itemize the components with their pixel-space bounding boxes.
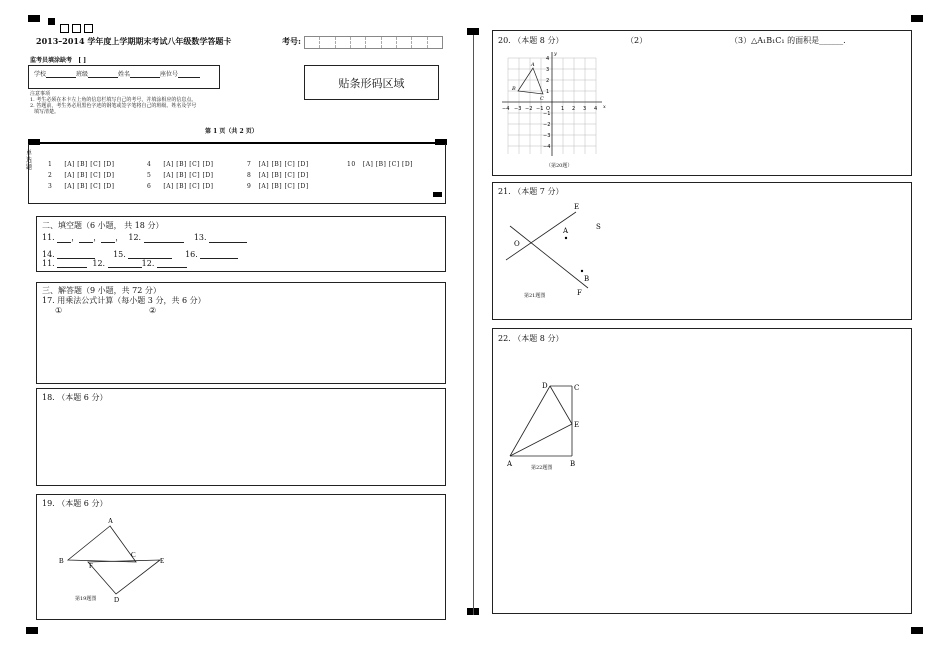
reg-squares [60, 18, 93, 37]
fill-in-title: 二、填空题（6 小题， 共 18 分） [42, 221, 164, 230]
q20-label-a: A [531, 62, 535, 68]
reg-mark-top-center [467, 28, 479, 35]
q20-ytick-3: 3 [546, 67, 550, 73]
q19-label-f: F [89, 562, 93, 570]
q20-ytick-neg3: −3 [543, 133, 551, 139]
q21-label-a: A [563, 227, 569, 235]
q20-label-c: C [540, 96, 544, 102]
q22-title: 22. （本题 8 分） [498, 334, 564, 343]
q22-label-c: C [574, 384, 580, 392]
notes-line-2: 2. 答题前，考生务必用黑色字迹的钢笔或签字笔将自己的班级、姓名及学号 [30, 103, 197, 109]
q20-xtick-2: 2 [572, 106, 576, 112]
q17-part-1: ① [55, 306, 63, 315]
q17-part-2: ② [149, 306, 157, 315]
mc-q1[interactable]: 1 [A] [B] [C] [D] [48, 161, 115, 168]
q20-ytick-neg1: −1 [543, 111, 551, 117]
mc-q3[interactable]: 3 [A] [B] [C] [D] [48, 183, 115, 190]
q19-label-c: C [131, 551, 136, 559]
student-info-fields[interactable]: 学校 班级 姓名 座位号 [34, 69, 200, 78]
q20-title: 20. （本题 8 分） [498, 36, 564, 45]
q19-label-d: D [114, 596, 120, 602]
mc-q2[interactable]: 2 [A] [B] [C] [D] [48, 172, 115, 179]
q22-caption: 第22题图 [531, 465, 553, 471]
mc-q10[interactable]: 10 [A] [B] [C] [D] [347, 161, 413, 168]
q19-figure [56, 512, 176, 602]
q20-part-2: （2） [626, 36, 648, 45]
page-title: 2013–2014 学年度上学期期末考试八年级数学答题卡 [36, 36, 232, 46]
q21-label-s: S [596, 223, 601, 231]
mc-side-label: 单 选 题 [26, 150, 33, 171]
mc-mark-small [433, 192, 442, 197]
reg-mark-bottom-left [26, 627, 38, 634]
q21-title: 21. （本题 7 分） [498, 187, 564, 196]
barcode-area [304, 65, 439, 100]
notes-title: 注意事项 [30, 91, 51, 97]
page-info: 第 1 页（共 2 页） [205, 128, 258, 135]
q20-axis-x: x [603, 104, 606, 110]
solve-title: 三、解答题（9 小题，共 72 分） [42, 286, 161, 295]
q20-label-b: B [512, 86, 516, 92]
q20-caption: （第20题） [546, 163, 573, 169]
notes-line-1: 1. 考生必须在本卡左上角的信息栏填写自己的考号，并填涂相应的信息点。 [30, 97, 197, 103]
q19-caption: 第19题图 [75, 596, 97, 602]
q20-xtick-3: 3 [583, 106, 587, 112]
barcode-label: 贴条形码区域 [338, 76, 405, 90]
q22-label-e: E [574, 421, 580, 429]
center-divider [473, 35, 474, 615]
q17-title: 17. 用乘法公式计算（每小题 3 分，共 6 分） [42, 296, 206, 305]
q21-label-b: B [584, 275, 590, 283]
proctor-label: 监考员填涂缺考 [ ] [30, 57, 87, 64]
reg-mark-top-small [48, 18, 55, 25]
exam-number-boxes[interactable] [304, 36, 443, 49]
q19-label-b: B [59, 557, 64, 565]
q20-xtick-neg4: −4 [502, 106, 510, 112]
exam-number-label: 考号: [282, 36, 301, 46]
q21-label-o: O [514, 240, 520, 248]
mc-q8[interactable]: 8 [A] [B] [C] [D] [247, 172, 309, 179]
fill-in-row-3[interactable]: 11. 12. 12. [42, 259, 187, 268]
q20-ytick-neg4: −4 [543, 144, 551, 150]
q20-part-3: （3）△A₁B₁C₁ 的面积是______. [730, 36, 846, 45]
fill-in-row-1[interactable]: 11. ， ， ， 12. 13. [42, 232, 247, 243]
mc-q4[interactable]: 4 [A] [B] [C] [D] [147, 161, 214, 168]
mc-q6[interactable]: 6 [A] [B] [C] [D] [147, 183, 214, 190]
mc-q5[interactable]: 5 [A] [B] [C] [D] [147, 172, 214, 179]
q19-title: 19. （本题 6 分） [42, 499, 108, 508]
q20-origin: O [546, 106, 550, 112]
fill-in-row-2[interactable]: 14. 15. 16. [42, 250, 238, 259]
q20-xtick-1: 1 [561, 106, 565, 112]
q20-ytick-1: 1 [546, 89, 550, 95]
reg-mark-bottom-right [911, 627, 923, 634]
q18-title: 18. （本题 6 分） [42, 393, 108, 402]
q20-xtick-neg3: −3 [514, 106, 522, 112]
q20-xtick-neg2: −2 [525, 106, 533, 112]
q20-axis-y: y [554, 51, 557, 57]
q20-ytick-2: 2 [546, 78, 550, 84]
mc-q7[interactable]: 7 [A] [B] [C] [D] [247, 161, 309, 168]
q22-label-d: D [542, 382, 548, 390]
notes-line-3: 填写清楚。 [34, 109, 60, 115]
q20-ytick-4: 4 [546, 56, 550, 62]
q19-label-e: E [160, 557, 165, 565]
q22-figure [502, 378, 592, 470]
q21-label-f: F [577, 289, 582, 297]
mc-q9[interactable]: 9 [A] [B] [C] [D] [247, 183, 309, 190]
q22-label-b: B [570, 460, 576, 468]
q20-grid-figure[interactable] [498, 48, 610, 160]
q22-box[interactable] [492, 328, 912, 614]
q21-caption: 第21题图 [524, 293, 546, 299]
q20-xtick-4: 4 [594, 106, 598, 112]
q21-figure [498, 198, 618, 302]
q21-label-e: E [574, 203, 580, 211]
reg-mark-top-left [28, 15, 40, 22]
reg-mark-top-right [911, 15, 923, 22]
q20-ytick-neg2: −2 [543, 122, 551, 128]
q19-label-a: A [108, 517, 114, 525]
proctor-checkbox[interactable]: [ ] [78, 57, 87, 64]
q22-label-a: A [507, 460, 513, 468]
q20-xtick-neg1: −1 [536, 106, 544, 112]
